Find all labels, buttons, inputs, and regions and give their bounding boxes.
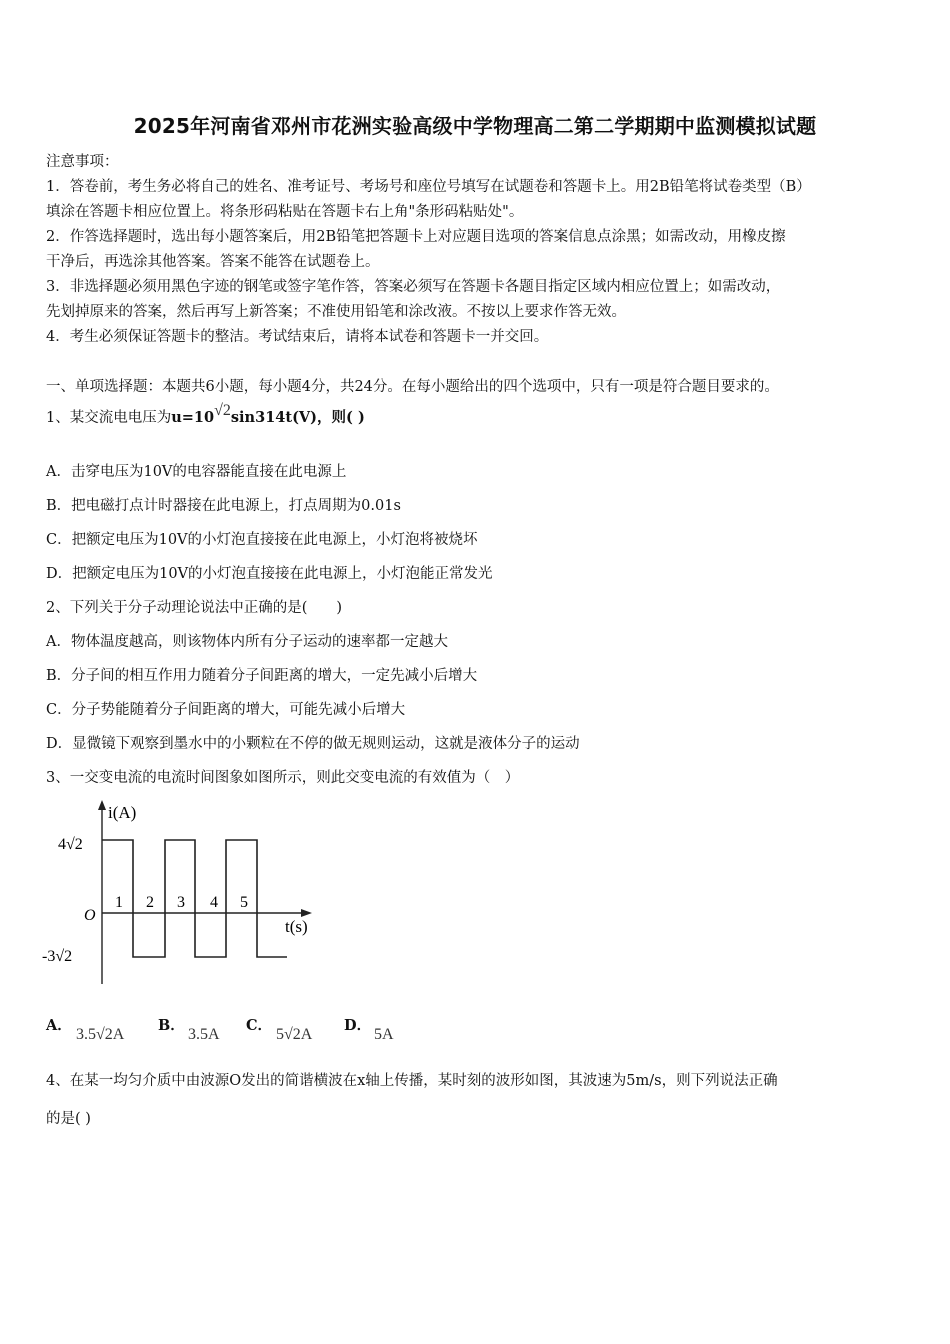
q3-option-b [158,1014,220,1043]
q1-option-b: B．把电磁打点计时器接在此电源上，打点周期为0.01s [46,498,401,514]
q2-option-b: B．分子间的相互作用力随着分子间距离的增大，一定先减小后增大 [46,668,478,684]
q3-option-d [344,1014,394,1043]
notice-line: 填涂在答题卡相应位置上。将条形码粘贴在答题卡右上角"条形码粘贴处"。 [46,204,524,220]
option-value: 5A [374,1026,394,1043]
q1-option-c: C．把额定电压为10V的小灯泡直接接在此电源上，小灯泡将被烧坏 [46,532,478,548]
exam-title: 2025年河南省邓州市花洲实验高级中学物理高二第二学期期中监测模拟试题 [133,114,817,138]
notice-line: 干净后，再选涂其他答案。答案不能答在试题卷上。 [46,254,380,270]
option-letter: B． [158,1017,185,1034]
y-negative-label: -3√2 [42,948,73,965]
square-waveform [102,840,287,957]
q1-sqrt: √2 [214,402,231,419]
notice-heading: 注意事项： [46,154,119,170]
q4-stem: 4、在某一均匀介质中由波源O发出的简谐横波在x轴上传播，某时刻的波形如图，其波速为5m/s，则下列说法正确 [46,1073,778,1089]
option-letter: C． [246,1017,273,1034]
q3-stem: 3、一交变电流的电流时间图象如图所示，则此交变电流的有效值为（ ） [46,770,520,786]
q2-option-d: D．显微镜下观察到墨水中的小颗粒在不停的做无规则运动，这就是液体分子的运动 [46,736,580,752]
y-axis-arrow [98,800,106,810]
q2-stem: 2、下列关于分子动理论说法中正确的是( ) [46,600,343,616]
option-letter: D． [344,1017,372,1034]
q3-options [46,1014,466,1050]
option-value: 5√2A [276,1026,313,1043]
notice-line: 先划掉原来的答案，然后再写上新答案；不准使用铅笔和涂改液。不按以上要求作答无效。 [46,304,626,320]
option-value: 3.5√2A [76,1026,125,1043]
q4-stem-cont: 的是( ) [46,1111,91,1127]
q3-option-a [46,1014,125,1043]
tick-label: 5 [240,894,248,911]
notice-line: 4．考生必须保证答题卡的整洁。考试结束后，请将本试卷和答题卡一并交回。 [46,329,549,345]
q1-option-d: D．把额定电压为10V的小灯泡直接接在此电源上，小灯泡能正常发光 [46,566,493,582]
y-axis-label: i(A) [108,803,137,822]
tick-label: 4 [210,894,218,911]
q1-stem [46,402,365,428]
q3-option-c [246,1014,313,1043]
x-axis-arrow [301,909,312,917]
section-heading: 一、单项选择题：本题共6小题，每小题4分，共24分。在每小题给出的四个选项中，只有一项是符合题目要求的。 [46,379,779,395]
q1-stem-prefix: 1、某交流电电压为 [46,410,172,426]
tick-label: 2 [146,894,154,911]
x-axis-label: t(s) [285,917,308,936]
option-letter: A． [46,1017,72,1034]
q1-formula-lead: u=10 [171,409,215,426]
notice-line: 2．作答选择题时，选出每小题答案后，用2B铅笔把答题卡上对应题目选项的答案信息点涂黑；如需改动，用橡皮擦 [46,229,786,245]
option-value: 3.5A [188,1026,220,1043]
q1-formula-tail: sin314t(V)，则( ) [230,409,365,426]
y-positive-label: 4√2 [58,836,83,853]
notice-line: 1．答卷前，考生务必将自己的姓名、准考证号、考场号和座位号填写在试题卷和答题卡上。用2B铅笔将试卷类型（B） [46,179,811,195]
q1-option-a: A．击穿电压为10V的电容器能直接在此电源上 [46,464,347,480]
notice-line: 3．非选择题必须用黑色字迹的钢笔或签字笔作答，答案必须写在答题卡各题目指定区域内相应位置上；如需改动， [46,279,781,295]
tick-label: 1 [115,894,123,911]
q2-option-a: A．物体温度越高，则该物体内所有分子运动的速率都一定越大 [46,634,448,650]
current-time-graph [40,796,330,991]
origin-label: O [84,907,96,924]
tick-label: 3 [177,894,185,911]
q2-option-c: C．分子势能随着分子间距离的增大，可能先减小后增大 [46,702,406,718]
